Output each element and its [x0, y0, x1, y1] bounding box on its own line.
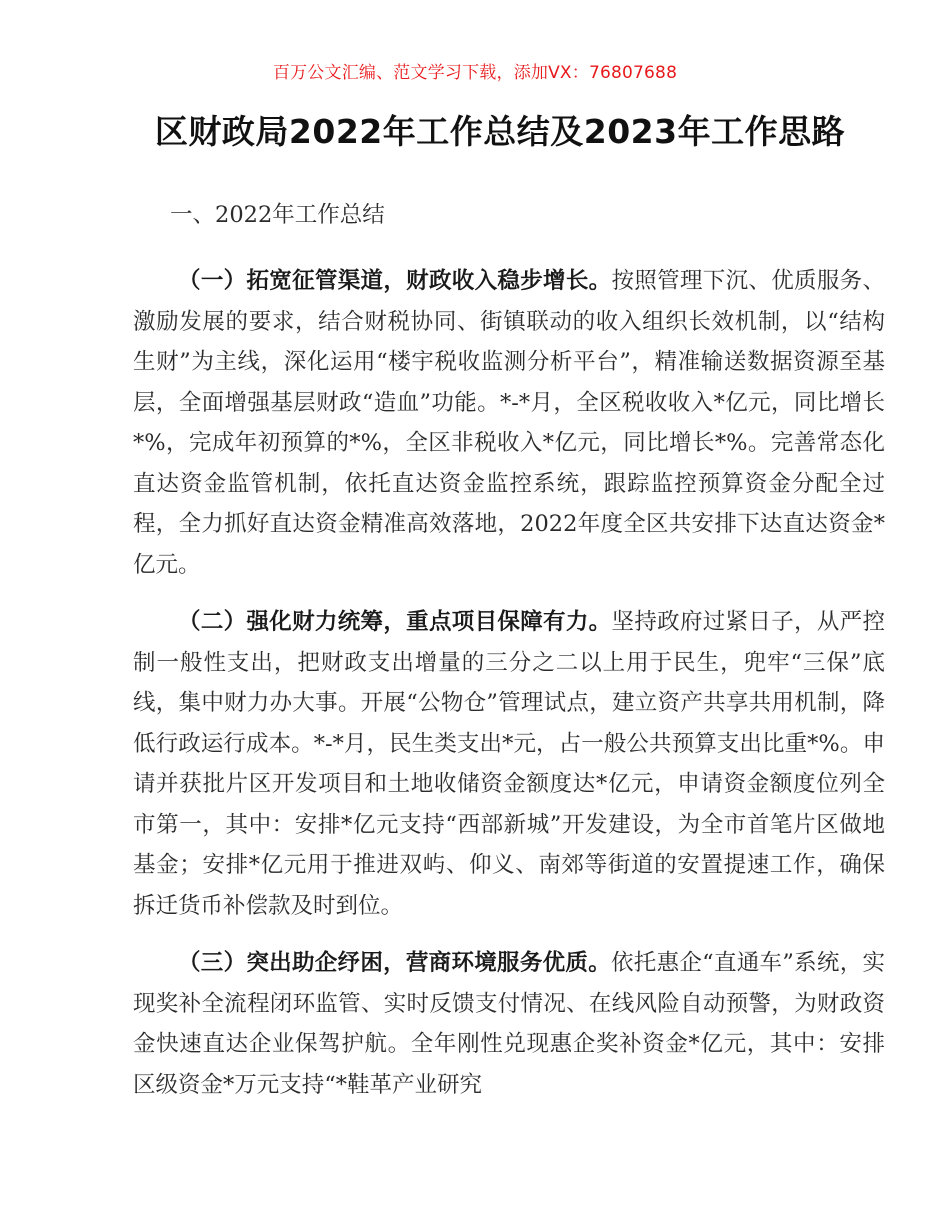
paragraph-text: 依托惠企“直通车”系统，实现奖补全流程闭环监管、实时反馈支付情况、在线风险自动预警，为财政资金快速直达企业保驾护航。全年刚性兑现惠企奖补资金*亿元，其中：安排区级资金*万元支持“*鞋革产业研究: [133, 950, 885, 1098]
paragraph-lead: （一）拓宽征管渠道，财政收入稳步增长。: [178, 268, 612, 294]
paragraph-revenue: [133, 261, 885, 585]
paragraph-text: 按照管理下沉、优质服务、激励发展的要求，结合财税协同、街镇联动的收入组织长效机制，以“结构生财”为主线，深化运用“楼宇税收监测分析平台”，精准输送数据资源至基层，全面增强基层财政“造血”功能。*-*月，全区税收收入*亿元，同比增长*%，完成年初预算的*%，全区非税收入*亿元，同比增长*%。完善常态化直达资金监管机制，依托直达资金监控系统，跟踪监控预算资金分配全过程，全力抓好直达资金精准高效落地，2022年度全区共安排下达直达资金*亿元。: [133, 268, 885, 578]
document-body: [133, 195, 885, 1122]
document-title: 区财政局2022年工作总结及2023年工作思路: [154, 112, 846, 152]
watermark-banner: 百万公文汇编、范文学习下载，添加VX：76807688: [272, 63, 678, 83]
section-heading: 一、2022年工作总结: [170, 202, 385, 228]
paragraph-lead: （三）突出助企纾困，营商环境服务优质。: [178, 950, 611, 976]
paragraph-lead: （二）强化财力统筹，重点项目保障有力。: [178, 609, 612, 635]
paragraph-fiscal-coordination: [133, 602, 885, 926]
paragraph-text: 坚持政府过紧日子，从严控制一般性支出，把财政支出增量的三分之二以上用于民生，兜牢“三保”底线，集中财力办大事。开展“公物仓”管理试点，建立资产共享共用机制，降低行政运行成本。*-*月，民生类支出*元，占一般公共预算支出比重*%。申请并获批片区开发项目和土地收储资金额度达*亿元，申请资金额度位列全市第一，其中：安排*亿元支持“西部新城”开发建设，为全市首笔片区做地基金；安排*亿元用于推进双屿、仰义、南郊等街道的安置提速工作，确保拆迁货币补偿款及时到位。: [133, 609, 885, 919]
paragraph-enterprise-support: [133, 943, 885, 1105]
